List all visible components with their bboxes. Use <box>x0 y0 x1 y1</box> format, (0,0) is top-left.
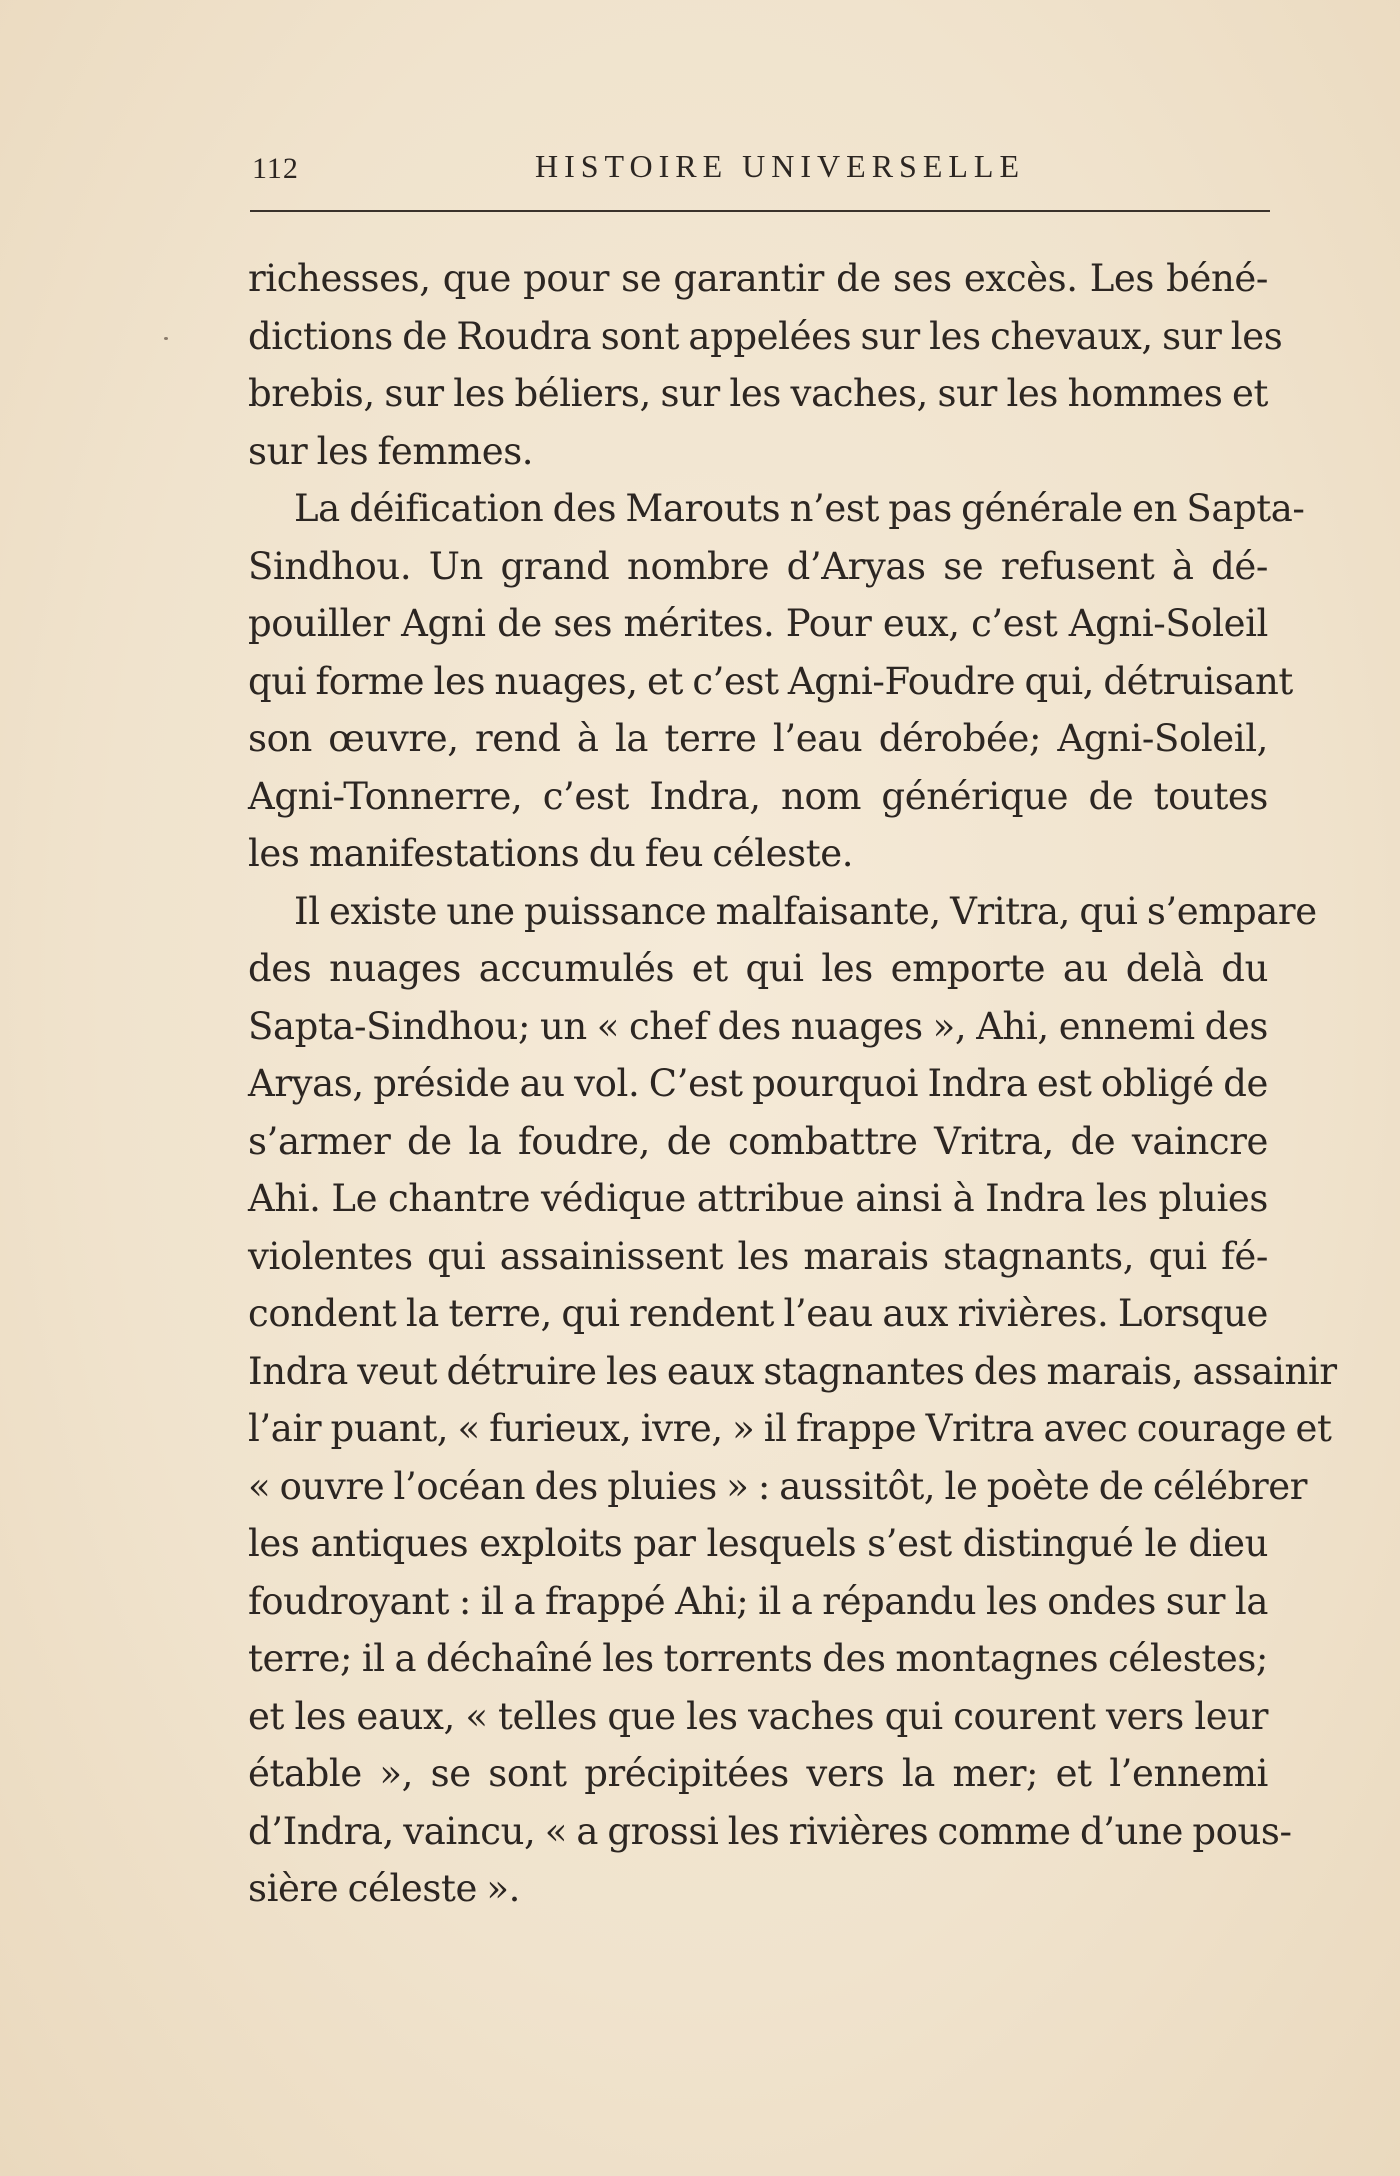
text-line: s’armer de la foudre, de combattre Vritra, de vaincre <box>248 1119 1268 1163</box>
page-number: 112 <box>252 152 299 185</box>
running-title: HISTOIRE UNIVERSELLE <box>534 148 1026 184</box>
text-line: étable », se sont précipitées vers la mer; et l’ennemi <box>248 1752 1268 1795</box>
text-line: les manifestations du feu céleste. <box>248 832 854 875</box>
text-line: et les eaux, « telles que les vaches qui courent vers leur <box>248 1694 1268 1738</box>
text-line: Agni-Tonnerre, c’est Indra, nom générique de toutes <box>248 774 1268 818</box>
text-line: pouiller Agni de ses mérites. Pour eux, c’est Agni-Soleil <box>248 602 1268 645</box>
text-line: son œuvre, rend à la terre l’eau dérobée; Agni-Soleil, <box>248 717 1268 760</box>
text-line: terre; il a déchaîné les torrents des montagnes célestes; <box>248 1637 1268 1680</box>
text-line: Sindhou. Un grand nombre d’Aryas se refusent à dé- <box>248 544 1268 588</box>
text-line: condent la terre, qui rendent l’eau aux rivières. Lorsque <box>248 1292 1268 1335</box>
text-line: Ahi. Le chantre védique attribue ainsi à Indra les pluies <box>248 1177 1268 1220</box>
text-line: violentes qui assainissent les marais stagnants, qui fé- <box>248 1234 1268 1278</box>
text-line: dictions de Roudra sont appelées sur les chevaux, sur les <box>248 314 1283 358</box>
text-line: La déification des Marouts n’est pas générale en Sapta- <box>294 487 1305 530</box>
text-line: Indra veut détruire les eaux stagnantes des marais, assainir <box>248 1349 1337 1393</box>
text-line: d’Indra, vaincu, « a grossi les rivières comme d’une pous- <box>248 1809 1292 1853</box>
text-line: foudroyant : il a frappé Ahi; il a répandu les ondes sur la <box>248 1579 1268 1623</box>
running-head <box>250 148 1270 192</box>
text-line: qui forme les nuages, et c’est Agni-Foudre qui, détruisant <box>248 659 1293 703</box>
text-line: brebis, sur les béliers, sur les vaches, sur les hommes et <box>248 372 1268 415</box>
text-line: sière céleste ». <box>248 1867 520 1910</box>
body-text <box>248 250 1337 1918</box>
text-line: l’air puant, « furieux, ivre, » il frappe Vritra avec courage et <box>248 1407 1332 1450</box>
text-line: richesses, que pour se garantir de ses excès. Les béné- <box>248 257 1268 300</box>
text-line: Aryas, préside au vol. C’est pourquoi Indra est obligé de <box>248 1062 1268 1105</box>
text-line: Sapta-Sindhou; un « chef des nuages », Ahi, ennemi des <box>248 1004 1268 1048</box>
text-line: des nuages accumulés et qui les emporte au delà du <box>248 947 1268 990</box>
paper-speck <box>164 337 168 340</box>
text-line: les antiques exploits par lesquels s’est distingué le dieu <box>248 1522 1268 1565</box>
text-line: Il existe une puissance malfaisante, Vritra, qui s’empare <box>294 889 1317 933</box>
header-rule <box>250 210 1270 212</box>
text-line: « ouvre l’océan des pluies » : aussitôt, le poète de célébrer <box>248 1464 1308 1508</box>
text-line: sur les femmes. <box>248 429 534 473</box>
